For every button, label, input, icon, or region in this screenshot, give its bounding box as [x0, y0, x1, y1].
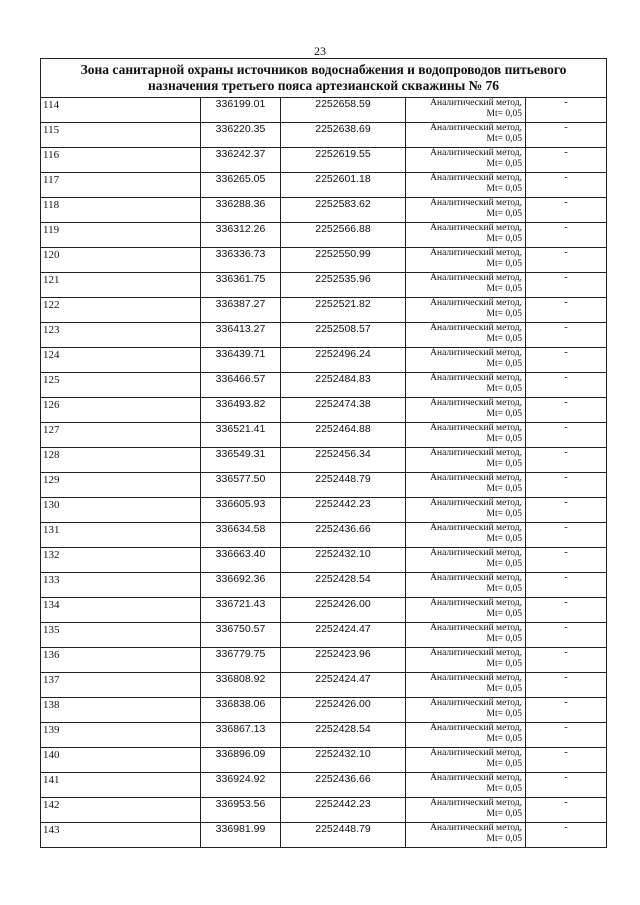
determination-method [406, 573, 526, 598]
method-accuracy: Mt= 0,05 [486, 559, 522, 569]
determination-method [406, 348, 526, 373]
coordinate-y: 2252583.62 [281, 198, 406, 223]
coordinate-y: 2252464.88 [281, 423, 406, 448]
point-number: 124 [41, 348, 201, 373]
method-name: Аналитический метод, [430, 448, 522, 458]
determination-method [406, 548, 526, 573]
coordinate-y: 2252428.54 [281, 573, 406, 598]
method-accuracy: Mt= 0,05 [486, 634, 522, 644]
method-name: Аналитический метод, [430, 148, 522, 158]
method-name: Аналитический метод, [430, 773, 522, 783]
method-accuracy: Mt= 0,05 [486, 384, 522, 394]
coordinate-x: 336692.36 [201, 573, 281, 598]
method-accuracy: Mt= 0,05 [486, 684, 522, 694]
method-accuracy: Mt= 0,05 [486, 734, 522, 744]
determination-method [406, 698, 526, 723]
point-number: 142 [41, 798, 201, 823]
method-name: Аналитический метод, [430, 298, 522, 308]
determination-method [406, 798, 526, 823]
note-cell: - [526, 148, 607, 173]
determination-method [406, 448, 526, 473]
point-number: 134 [41, 598, 201, 623]
coordinate-y: 2252550.99 [281, 248, 406, 273]
method-accuracy: Mt= 0,05 [486, 134, 522, 144]
coordinate-x: 336605.93 [201, 498, 281, 523]
note-cell: - [526, 648, 607, 673]
note-cell: - [526, 748, 607, 773]
coordinate-x: 336336.73 [201, 248, 281, 273]
point-number: 132 [41, 548, 201, 573]
method-name: Аналитический метод, [430, 98, 522, 108]
coordinate-y: 2252432.10 [281, 548, 406, 573]
coordinate-y: 2252426.00 [281, 598, 406, 623]
coordinate-x: 336808.92 [201, 673, 281, 698]
coordinate-x: 336288.36 [201, 198, 281, 223]
method-name: Аналитический метод, [430, 323, 522, 333]
method-name: Аналитический метод, [430, 423, 522, 433]
note-cell: - [526, 448, 607, 473]
coordinate-x: 336220.35 [201, 123, 281, 148]
method-accuracy: Mt= 0,05 [486, 709, 522, 719]
title-row [41, 59, 607, 98]
note-cell: - [526, 498, 607, 523]
table-row [41, 248, 607, 273]
note-cell: - [526, 798, 607, 823]
point-number: 121 [41, 273, 201, 298]
table-row [41, 448, 607, 473]
method-accuracy: Mt= 0,05 [486, 834, 522, 844]
method-name: Аналитический метод, [430, 398, 522, 408]
determination-method [406, 148, 526, 173]
coordinate-y: 2252619.55 [281, 148, 406, 173]
method-accuracy: Mt= 0,05 [486, 659, 522, 669]
method-name: Аналитический метод, [430, 498, 522, 508]
note-cell: - [526, 198, 607, 223]
note-cell: - [526, 823, 607, 848]
method-name: Аналитический метод, [430, 598, 522, 608]
table-row [41, 698, 607, 723]
table-title: Зона санитарной охраны источников водоснабжения и водопроводов питьевого назначения третьего пояса артезианской скважины № 76 [41, 59, 607, 98]
page-number: 23 [314, 44, 326, 58]
coordinate-y: 2252442.23 [281, 798, 406, 823]
method-name: Аналитический метод, [430, 573, 522, 583]
method-accuracy: Mt= 0,05 [486, 609, 522, 619]
note-cell: - [526, 398, 607, 423]
coordinate-y: 2252474.38 [281, 398, 406, 423]
method-name: Аналитический метод, [430, 248, 522, 258]
coordinate-x: 336466.57 [201, 373, 281, 398]
method-name: Аналитический метод, [430, 648, 522, 658]
determination-method [406, 123, 526, 148]
coordinate-x: 336867.13 [201, 723, 281, 748]
method-accuracy: Mt= 0,05 [486, 209, 522, 219]
determination-method [406, 673, 526, 698]
coordinate-y: 2252436.66 [281, 523, 406, 548]
point-number: 136 [41, 648, 201, 673]
determination-method [406, 623, 526, 648]
coordinate-x: 336199.01 [201, 98, 281, 123]
method-name: Аналитический метод, [430, 548, 522, 558]
determination-method [406, 398, 526, 423]
coordinate-y: 2252456.34 [281, 448, 406, 473]
coordinate-y: 2252521.82 [281, 298, 406, 323]
coordinate-y: 2252424.47 [281, 673, 406, 698]
point-number: 120 [41, 248, 201, 273]
coordinate-x: 336838.06 [201, 698, 281, 723]
coordinates-table [40, 58, 607, 848]
coordinate-y: 2252442.23 [281, 498, 406, 523]
table-row [41, 623, 607, 648]
determination-method [406, 98, 526, 123]
coordinate-x: 336413.27 [201, 323, 281, 348]
note-cell: - [526, 123, 607, 148]
method-accuracy: Mt= 0,05 [486, 309, 522, 319]
note-cell: - [526, 523, 607, 548]
note-cell: - [526, 298, 607, 323]
table-row [41, 98, 607, 123]
determination-method [406, 748, 526, 773]
coordinate-x: 336981.99 [201, 823, 281, 848]
table-row [41, 273, 607, 298]
table-row [41, 773, 607, 798]
point-number: 119 [41, 223, 201, 248]
table-row [41, 323, 607, 348]
method-accuracy: Mt= 0,05 [486, 359, 522, 369]
determination-method [406, 323, 526, 348]
coordinate-y: 2252566.88 [281, 223, 406, 248]
determination-method [406, 823, 526, 848]
method-accuracy: Mt= 0,05 [486, 234, 522, 244]
note-cell: - [526, 98, 607, 123]
coordinate-y: 2252424.47 [281, 623, 406, 648]
method-accuracy: Mt= 0,05 [486, 434, 522, 444]
note-cell: - [526, 773, 607, 798]
determination-method [406, 648, 526, 673]
table-row [41, 573, 607, 598]
point-number: 128 [41, 448, 201, 473]
table-row [41, 648, 607, 673]
method-accuracy: Mt= 0,05 [486, 509, 522, 519]
method-accuracy: Mt= 0,05 [486, 259, 522, 269]
coordinate-y: 2252508.57 [281, 323, 406, 348]
coordinate-x: 336896.09 [201, 748, 281, 773]
point-number: 118 [41, 198, 201, 223]
coordinate-y: 2252448.79 [281, 473, 406, 498]
point-number: 140 [41, 748, 201, 773]
note-cell: - [526, 223, 607, 248]
point-number: 143 [41, 823, 201, 848]
method-name: Аналитический метод, [430, 623, 522, 633]
coordinate-x: 336493.82 [201, 398, 281, 423]
determination-method [406, 598, 526, 623]
point-number: 130 [41, 498, 201, 523]
note-cell: - [526, 723, 607, 748]
table-row [41, 298, 607, 323]
coordinate-x: 336387.27 [201, 298, 281, 323]
coordinate-x: 336577.50 [201, 473, 281, 498]
coordinate-x: 336663.40 [201, 548, 281, 573]
point-number: 141 [41, 773, 201, 798]
method-name: Аналитический метод, [430, 823, 522, 833]
coordinate-y: 2252638.69 [281, 123, 406, 148]
point-number: 125 [41, 373, 201, 398]
coordinate-x: 336750.57 [201, 623, 281, 648]
determination-method [406, 523, 526, 548]
determination-method [406, 198, 526, 223]
determination-method [406, 423, 526, 448]
method-name: Аналитический метод, [430, 748, 522, 758]
coordinate-x: 336953.56 [201, 798, 281, 823]
table-row [41, 173, 607, 198]
table-row [41, 473, 607, 498]
note-cell: - [526, 173, 607, 198]
note-cell: - [526, 423, 607, 448]
note-cell: - [526, 348, 607, 373]
table-row [41, 373, 607, 398]
coordinate-y: 2252448.79 [281, 823, 406, 848]
method-name: Аналитический метод, [430, 348, 522, 358]
method-accuracy: Mt= 0,05 [486, 784, 522, 794]
point-number: 123 [41, 323, 201, 348]
table-row [41, 398, 607, 423]
method-name: Аналитический метод, [430, 673, 522, 683]
point-number: 133 [41, 573, 201, 598]
coordinate-y: 2252484.83 [281, 373, 406, 398]
determination-method [406, 723, 526, 748]
method-accuracy: Mt= 0,05 [486, 584, 522, 594]
coordinate-x: 336361.75 [201, 273, 281, 298]
point-number: 139 [41, 723, 201, 748]
method-accuracy: Mt= 0,05 [486, 159, 522, 169]
table-row [41, 598, 607, 623]
method-name: Аналитический метод, [430, 373, 522, 383]
point-number: 138 [41, 698, 201, 723]
table-row [41, 523, 607, 548]
coordinate-y: 2252432.10 [281, 748, 406, 773]
method-name: Аналитический метод, [430, 473, 522, 483]
method-accuracy: Mt= 0,05 [486, 184, 522, 194]
coordinate-y: 2252428.54 [281, 723, 406, 748]
determination-method [406, 248, 526, 273]
point-number: 137 [41, 673, 201, 698]
table-row [41, 548, 607, 573]
note-cell: - [526, 248, 607, 273]
point-number: 126 [41, 398, 201, 423]
determination-method [406, 273, 526, 298]
table-row [41, 423, 607, 448]
coordinate-y: 2252426.00 [281, 698, 406, 723]
method-accuracy: Mt= 0,05 [486, 284, 522, 294]
determination-method [406, 373, 526, 398]
coordinate-x: 336924.92 [201, 773, 281, 798]
note-cell: - [526, 323, 607, 348]
note-cell: - [526, 698, 607, 723]
method-accuracy: Mt= 0,05 [486, 109, 522, 119]
determination-method [406, 773, 526, 798]
method-name: Аналитический метод, [430, 523, 522, 533]
method-accuracy: Mt= 0,05 [486, 484, 522, 494]
coordinate-x: 336242.37 [201, 148, 281, 173]
method-name: Аналитический метод, [430, 123, 522, 133]
point-number: 122 [41, 298, 201, 323]
point-number: 131 [41, 523, 201, 548]
coordinate-y: 2252658.59 [281, 98, 406, 123]
determination-method [406, 298, 526, 323]
coordinate-x: 336265.05 [201, 173, 281, 198]
table-row [41, 673, 607, 698]
note-cell: - [526, 473, 607, 498]
coordinate-x: 336721.43 [201, 598, 281, 623]
note-cell: - [526, 273, 607, 298]
note-cell: - [526, 373, 607, 398]
point-number: 116 [41, 148, 201, 173]
method-name: Аналитический метод, [430, 173, 522, 183]
table-row [41, 148, 607, 173]
table-row [41, 223, 607, 248]
determination-method [406, 173, 526, 198]
note-cell: - [526, 598, 607, 623]
point-number: 135 [41, 623, 201, 648]
coordinate-x: 336549.31 [201, 448, 281, 473]
table-row [41, 348, 607, 373]
note-cell: - [526, 573, 607, 598]
point-number: 114 [41, 98, 201, 123]
coordinate-y: 2252436.66 [281, 773, 406, 798]
point-number: 129 [41, 473, 201, 498]
method-accuracy: Mt= 0,05 [486, 459, 522, 469]
coordinate-x: 336521.41 [201, 423, 281, 448]
determination-method [406, 498, 526, 523]
coordinate-y: 2252423.96 [281, 648, 406, 673]
method-name: Аналитический метод, [430, 698, 522, 708]
coordinate-x: 336439.71 [201, 348, 281, 373]
note-cell: - [526, 623, 607, 648]
coordinate-y: 2252601.18 [281, 173, 406, 198]
table-row [41, 498, 607, 523]
method-name: Аналитический метод, [430, 723, 522, 733]
table-row [41, 798, 607, 823]
point-number: 117 [41, 173, 201, 198]
determination-method [406, 473, 526, 498]
determination-method [406, 223, 526, 248]
point-number: 127 [41, 423, 201, 448]
coordinate-y: 2252496.24 [281, 348, 406, 373]
method-accuracy: Mt= 0,05 [486, 809, 522, 819]
coordinate-y: 2252535.96 [281, 273, 406, 298]
method-accuracy: Mt= 0,05 [486, 334, 522, 344]
method-name: Аналитический метод, [430, 198, 522, 208]
table-row [41, 748, 607, 773]
method-name: Аналитический метод, [430, 223, 522, 233]
table-row [41, 198, 607, 223]
note-cell: - [526, 673, 607, 698]
coordinate-x: 336634.58 [201, 523, 281, 548]
method-accuracy: Mt= 0,05 [486, 534, 522, 544]
coordinate-x: 336779.75 [201, 648, 281, 673]
method-accuracy: Mt= 0,05 [486, 759, 522, 769]
method-name: Аналитический метод, [430, 273, 522, 283]
table-row [41, 823, 607, 848]
point-number: 115 [41, 123, 201, 148]
table-row [41, 123, 607, 148]
method-name: Аналитический метод, [430, 798, 522, 808]
table-row [41, 723, 607, 748]
note-cell: - [526, 548, 607, 573]
coordinate-x: 336312.26 [201, 223, 281, 248]
method-accuracy: Mt= 0,05 [486, 409, 522, 419]
